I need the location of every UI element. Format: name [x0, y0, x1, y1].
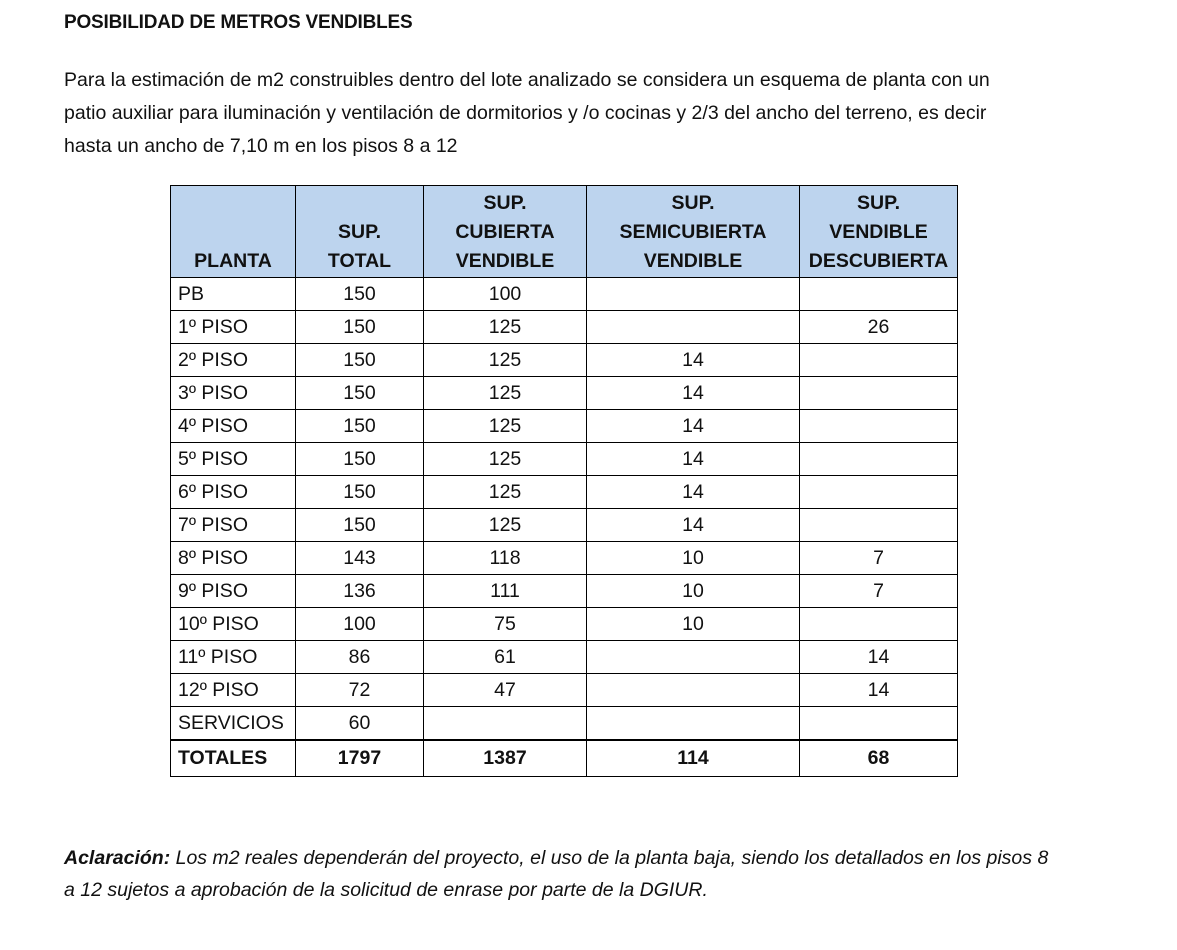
- header-sup-vendible-descubierta: [800, 186, 958, 278]
- row-planta-cell: 4º PISO: [171, 410, 296, 443]
- totals-row: [171, 740, 958, 777]
- row-value-cell: 10: [587, 542, 800, 575]
- row-value-cell: 118: [424, 542, 587, 575]
- row-value-cell: 150: [296, 311, 424, 344]
- header-line: VENDIBLE: [829, 221, 928, 243]
- row-value-cell: 26: [800, 311, 958, 344]
- note-label: Aclaración:: [64, 847, 171, 869]
- row-value-cell: 125: [424, 311, 587, 344]
- header-line: SUP.: [483, 192, 527, 214]
- row-value-cell: 150: [296, 410, 424, 443]
- totals-value-cell: 1387: [424, 740, 587, 777]
- header-sup-semicubierta-vendible: [587, 186, 800, 278]
- table-row: [171, 608, 958, 641]
- table-header: [171, 186, 958, 278]
- row-value-cell: [800, 608, 958, 641]
- row-value-cell: 150: [296, 278, 424, 311]
- header-line: DESCUBIERTA: [808, 250, 949, 272]
- row-value-cell: [800, 344, 958, 377]
- row-planta-cell: 5º PISO: [171, 443, 296, 476]
- row-value-cell: 14: [587, 509, 800, 542]
- row-planta-cell: 8º PISO: [171, 542, 296, 575]
- header-line: SUP.: [338, 221, 381, 243]
- row-value-cell: [800, 476, 958, 509]
- table-header-row: [171, 186, 958, 278]
- header-line: SEMICUBIERTA: [619, 221, 767, 243]
- table-row: [171, 674, 958, 707]
- intro-line: Para la estimación de m2 construibles dentro del lote analizado se considera un esquema de planta con un: [64, 69, 990, 91]
- row-value-cell: 150: [296, 443, 424, 476]
- row-value-cell: [800, 509, 958, 542]
- row-planta-cell: 2º PISO: [171, 344, 296, 377]
- table-row: [171, 509, 958, 542]
- header-sup-cubierta-vendible: [424, 186, 587, 278]
- header-line: PLANTA: [194, 250, 272, 272]
- row-value-cell: [800, 278, 958, 311]
- row-value-cell: 150: [296, 344, 424, 377]
- document-heading: POSIBILIDAD DE METROS VENDIBLES: [64, 12, 413, 33]
- row-value-cell: 150: [296, 509, 424, 542]
- row-value-cell: 143: [296, 542, 424, 575]
- note-line: a 12 sujetos a aprobación de la solicitud de enrase por parte de la DGIUR.: [64, 879, 708, 901]
- row-value-cell: 86: [296, 641, 424, 674]
- row-value-cell: 75: [424, 608, 587, 641]
- row-planta-cell: 7º PISO: [171, 509, 296, 542]
- table-row: [171, 707, 958, 741]
- row-value-cell: 150: [296, 476, 424, 509]
- row-value-cell: 61: [424, 641, 587, 674]
- header-sup-total: [296, 186, 424, 278]
- table-row: [171, 344, 958, 377]
- row-planta-cell: 11º PISO: [171, 641, 296, 674]
- header-line: CUBIERTA: [455, 221, 555, 243]
- row-value-cell: 125: [424, 476, 587, 509]
- note-line: [64, 842, 1154, 874]
- row-value-cell: 125: [424, 410, 587, 443]
- row-value-cell: [800, 707, 958, 741]
- row-planta-cell: SERVICIOS: [171, 707, 296, 741]
- clarification-note: [64, 842, 1154, 906]
- row-value-cell: 150: [296, 377, 424, 410]
- header-line: TOTAL: [327, 250, 392, 272]
- row-value-cell: [587, 674, 800, 707]
- row-value-cell: 10: [587, 575, 800, 608]
- row-value-cell: 100: [296, 608, 424, 641]
- row-value-cell: [800, 377, 958, 410]
- area-table: [170, 185, 958, 777]
- row-value-cell: 125: [424, 344, 587, 377]
- row-value-cell: 14: [587, 377, 800, 410]
- table-row: [171, 641, 958, 674]
- table-row: [171, 575, 958, 608]
- row-planta-cell: 6º PISO: [171, 476, 296, 509]
- totals-value-cell: 114: [587, 740, 800, 777]
- row-value-cell: 10: [587, 608, 800, 641]
- header-planta: [171, 186, 296, 278]
- row-value-cell: 14: [587, 410, 800, 443]
- row-value-cell: [424, 707, 587, 741]
- row-planta-cell: 3º PISO: [171, 377, 296, 410]
- row-value-cell: [587, 278, 800, 311]
- row-value-cell: 47: [424, 674, 587, 707]
- row-value-cell: 72: [296, 674, 424, 707]
- header-line: SUP.: [857, 192, 900, 214]
- table-row: [171, 410, 958, 443]
- table-row: [171, 476, 958, 509]
- table-row: [171, 542, 958, 575]
- row-value-cell: 7: [800, 542, 958, 575]
- totals-value-cell: 68: [800, 740, 958, 777]
- row-value-cell: 14: [587, 344, 800, 377]
- header-line: VENDIBLE: [455, 250, 555, 272]
- header-line: VENDIBLE: [643, 250, 743, 272]
- table-row: [171, 311, 958, 344]
- row-value-cell: 136: [296, 575, 424, 608]
- row-value-cell: 7: [800, 575, 958, 608]
- row-planta-cell: 12º PISO: [171, 674, 296, 707]
- table-row: [171, 377, 958, 410]
- row-planta-cell: 9º PISO: [171, 575, 296, 608]
- note-text: Los m2 reales dependerán del proyecto, el uso de la planta baja, siendo los detallados en los pisos 8: [170, 847, 1049, 869]
- totals-value-cell: 1797: [296, 740, 424, 777]
- totals-label-cell: TOTALES: [171, 740, 296, 777]
- row-value-cell: 111: [424, 575, 587, 608]
- row-value-cell: 125: [424, 377, 587, 410]
- row-value-cell: 14: [587, 443, 800, 476]
- row-planta-cell: 10º PISO: [171, 608, 296, 641]
- row-value-cell: 14: [800, 674, 958, 707]
- row-planta-cell: PB: [171, 278, 296, 311]
- row-value-cell: [587, 641, 800, 674]
- row-value-cell: [587, 707, 800, 741]
- row-value-cell: 14: [587, 476, 800, 509]
- row-value-cell: [800, 443, 958, 476]
- row-planta-cell: 1º PISO: [171, 311, 296, 344]
- intro-paragraph: [64, 64, 1134, 163]
- header-line: SUP.: [671, 192, 715, 214]
- row-value-cell: 14: [800, 641, 958, 674]
- row-value-cell: [800, 410, 958, 443]
- row-value-cell: [587, 311, 800, 344]
- table-body: [171, 278, 958, 777]
- table-row: [171, 278, 958, 311]
- row-value-cell: 125: [424, 509, 587, 542]
- table-row: [171, 443, 958, 476]
- intro-line: hasta un ancho de 7,10 m en los pisos 8 a 12: [64, 135, 458, 157]
- intro-line: patio auxiliar para iluminación y ventilación de dormitorios y /o cocinas y 2/3 del ancho del terreno, es decir: [64, 102, 987, 124]
- row-value-cell: 60: [296, 707, 424, 741]
- row-value-cell: 100: [424, 278, 587, 311]
- row-value-cell: 125: [424, 443, 587, 476]
